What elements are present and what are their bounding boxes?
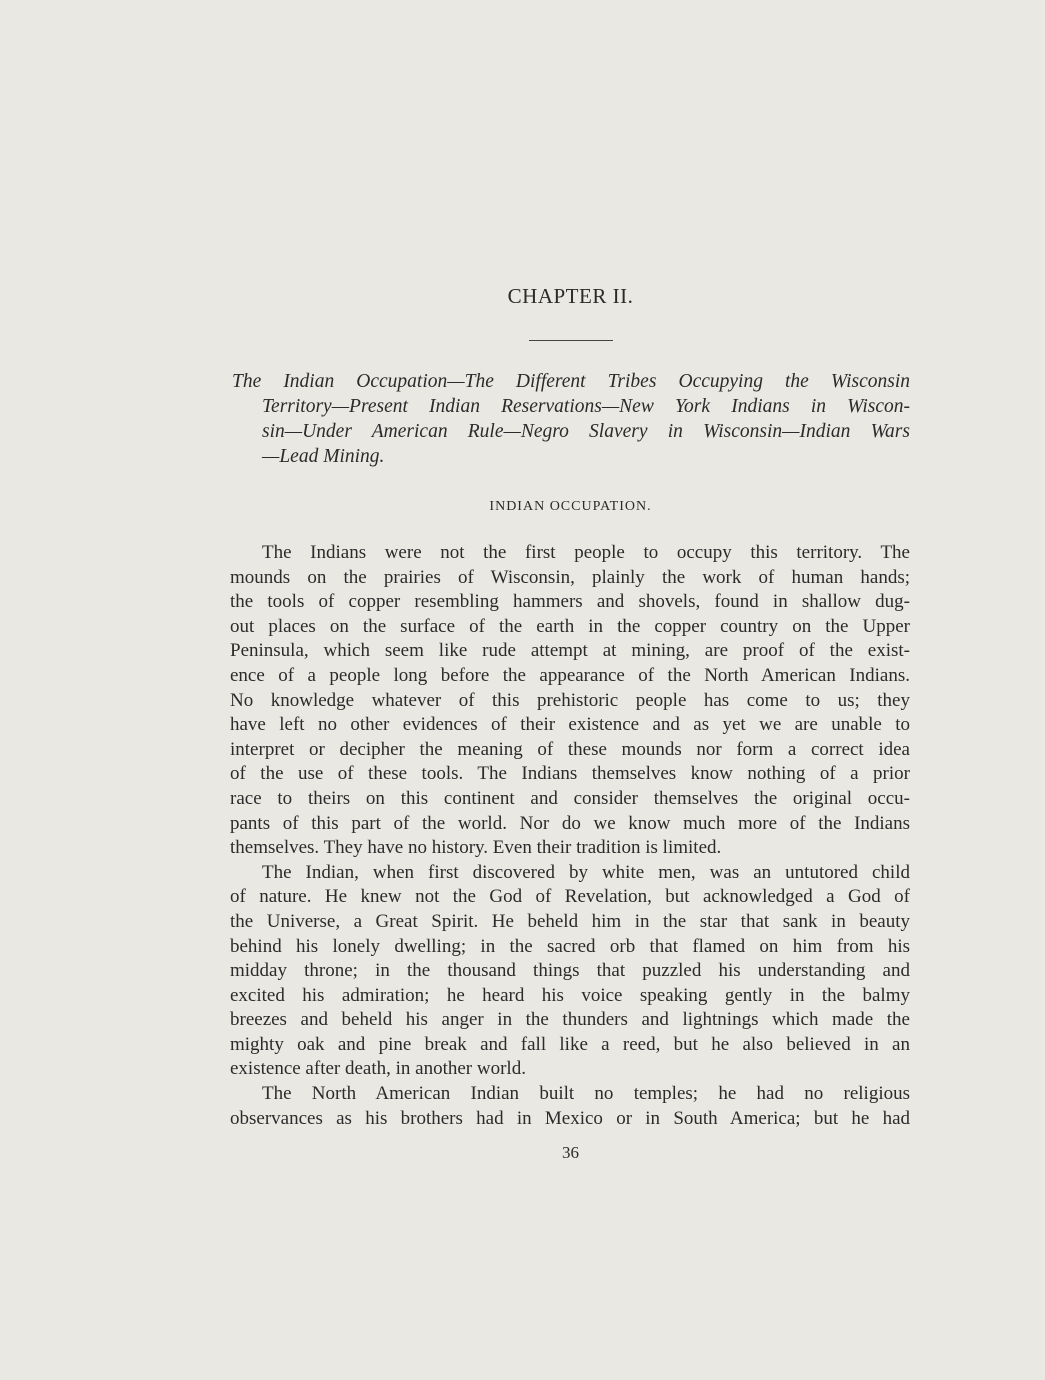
text-line: ence of a people long before the appearance of the North American Indians.	[230, 664, 910, 686]
text-line: mighty oak and pine break and fall like a reed, but he also believed in an	[230, 1033, 910, 1055]
text-line: race to theirs on this continent and consider themselves the original occu-	[230, 787, 910, 809]
text-line: of the use of these tools. The Indians themselves know nothing of a prior	[230, 763, 910, 785]
text-line: No knowledge whatever of this prehistoric people has come to us; they	[230, 689, 910, 711]
synopsis-line: —Lead Mining.	[262, 446, 385, 467]
section-heading: INDIAN OCCUPATION.	[489, 499, 652, 514]
text-line: of nature. He knew not the God of Revelation, but acknowledged a God of	[230, 886, 910, 908]
text-line: behind his lonely dwelling; in the sacred orb that flamed on him from his	[230, 935, 910, 957]
text-line: midday throne; in the thousand things that puzzled his understanding and	[230, 960, 910, 982]
paragraph-3	[230, 1082, 910, 1131]
text-line: the tools of copper resembling hammers and shovels, found in shallow dug-	[230, 591, 910, 613]
text-line: The Indian, when first discovered by white men, was an untutored child	[262, 861, 910, 883]
paragraph-1	[230, 541, 910, 861]
paragraph-2	[230, 861, 910, 1082]
synopsis-line: Territory—Present Indian Reservations—New York Indians in Wiscon-	[262, 396, 910, 417]
text-line: excited his admiration; he heard his voice speaking gently in the balmy	[230, 984, 910, 1006]
text-line: interpret or decipher the meaning of these mounds nor form a correct idea	[230, 738, 910, 760]
synopsis-line: sin—Under American Rule—Negro Slavery in Wisconsin—Indian Wars	[262, 421, 910, 442]
text-line: have left no other evidences of their existence and as yet we are unable to	[230, 714, 910, 736]
page-number: 36	[562, 1143, 579, 1162]
text-line: the Universe, a Great Spirit. He beheld him in the star that sank in beauty	[230, 910, 910, 932]
text-line: pants of this part of the world. Nor do we know much more of the Indians	[230, 812, 910, 834]
body-text	[230, 541, 910, 1131]
text-line: themselves. They have no history. Even their tradition is limited.	[230, 837, 722, 859]
text-line: The Indians were not the first people to occupy this territory. The	[262, 542, 910, 563]
synopsis-line: The Indian Occupation—The Different Tribes Occupying the Wisconsin	[232, 371, 910, 392]
title-rule	[529, 340, 613, 341]
text-line: observances as his brothers had in Mexico or in South America; but he had	[230, 1107, 910, 1129]
chapter-synopsis	[232, 369, 910, 469]
text-line: breezes and beheld his anger in the thunders and lightnings which made the	[230, 1009, 910, 1031]
text-line: out places on the surface of the earth in the copper country on the Upper	[230, 615, 910, 637]
text-line: mounds on the prairies of Wisconsin, plainly the work of human hands;	[230, 566, 910, 588]
chapter-title: CHAPTER II.	[507, 284, 634, 308]
text-line: The North American Indian built no temples; he had no religious	[262, 1083, 910, 1105]
text-line: existence after death, in another world.	[230, 1058, 526, 1080]
text-line: Peninsula, which seem like rude attempt at mining, are proof of the exist-	[230, 640, 910, 662]
